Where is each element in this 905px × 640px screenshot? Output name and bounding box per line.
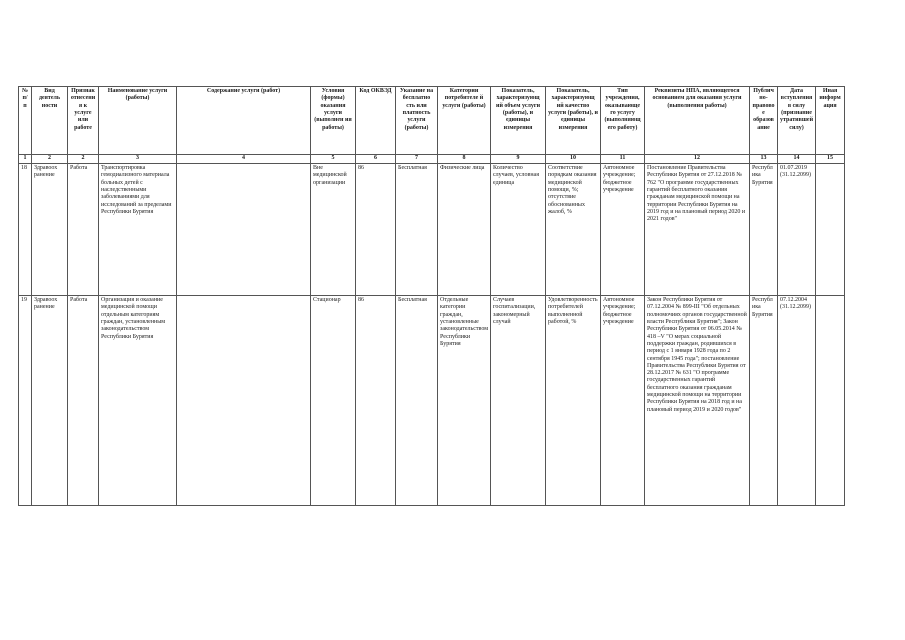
service-conditions-cell: Вне медицинской организации: [311, 164, 356, 296]
column-number: 7: [396, 155, 438, 164]
column-number: 11: [601, 155, 645, 164]
public-entity-cell: Республ ика Бурятия: [750, 296, 778, 506]
header-cell: Публич но-правово е образов ание: [750, 87, 778, 155]
legal-basis-cell: Закон Республики Бурятия от 07.12.2004 № 899-III "Об отдельных полномочиях органов государственной власти Республики Бурятия"; Закон Республики Бурятия от 06.05.2014 № 418 –V "О мерах социальной поддержки граждан, родившихся в период с 1 января 1928 года по 2 сентября 1945 года"; постановление Правительства Республики Бурятия от 28.12.2017 № 631 "О программе государственных гарантий бесплатного оказания гражданам медицинской помощи на территории Республики Бурятия на 2018 год и на плановый период 2019 и 2020 годов": [645, 296, 750, 506]
legal-basis-cell: Постановление Правительства Республики Бурятия от 27.12.2018 № 762 "О программе государственных гарантий бесплатного оказания гражданам медицинской помощи на территории Республики Бурятия на 2019 год и на плановый период 2020 и 2021 годов": [645, 164, 750, 296]
header-cell: Условия (формы) оказания услуги (выполнен ия работы): [311, 87, 356, 155]
column-number: 6: [356, 155, 396, 164]
header-cell: Указание на бесплатно сть или платность услуги (работы): [396, 87, 438, 155]
header-cell: № п/п: [19, 87, 32, 155]
effective-date-cell: 01.07.2019 (31.12.2099): [778, 164, 816, 296]
header-cell: Содержание услуги (работ): [177, 87, 311, 155]
table-row: [19, 296, 845, 506]
row-number-cell: 18: [19, 164, 32, 296]
service-conditions-cell: Стационар: [311, 296, 356, 506]
column-number: 3: [99, 155, 177, 164]
header-cell: Показатель, характеризующ ий объем услуги (работы), и единицы измерения: [491, 87, 546, 155]
institution-type-cell: Автономное учреждение; бюджетное учреждение: [601, 164, 645, 296]
volume-indicator-cell: Случаев госпитализации, закономерный случай: [491, 296, 546, 506]
payment-type-cell: Бесплатная: [396, 164, 438, 296]
service-or-work-cell: Работа: [68, 164, 99, 296]
column-number: 12: [645, 155, 750, 164]
payment-type-cell: Бесплатная: [396, 296, 438, 506]
column-number: 10: [546, 155, 601, 164]
public-entity-cell: Республ ика Бурятия: [750, 164, 778, 296]
column-number: 8: [438, 155, 491, 164]
table-row: [19, 164, 845, 296]
header-cell: Тип учреждения, оказывающе го услугу (выполняющ его работу): [601, 87, 645, 155]
services-register-table: [18, 86, 845, 506]
header-cell: Признак отнесени я к услуге или работе: [68, 87, 99, 155]
column-number: 2: [68, 155, 99, 164]
header-cell: Реквизиты НПА, являющегося основанием для оказания услуги (выполнения работы): [645, 87, 750, 155]
okved-code-cell: 86: [356, 164, 396, 296]
header-cell: Иная информ ация: [816, 87, 845, 155]
column-number-row: [19, 155, 845, 164]
service-content-cell: [177, 164, 311, 296]
column-number: 2: [32, 155, 68, 164]
column-number: 14: [778, 155, 816, 164]
other-info-cell: [816, 296, 845, 506]
effective-date-cell: 07.12.2004 (31.12.2099): [778, 296, 816, 506]
column-number: 13: [750, 155, 778, 164]
service-name-cell: Организация и оказание медицинской помощи отдельным категориям граждан, установленным законодательством Республики Бурятия: [99, 296, 177, 506]
header-cell: Код ОКВЭД: [356, 87, 396, 155]
institution-type-cell: Автономное учреждение; бюджетное учреждение: [601, 296, 645, 506]
quality-indicator-cell: Удовлетворенность потребителей выполненной работой, %: [546, 296, 601, 506]
consumer-category-cell: Физические лица: [438, 164, 491, 296]
column-number: 9: [491, 155, 546, 164]
other-info-cell: [816, 164, 845, 296]
header-cell: Дата вступления в силу (признание утратившей силу): [778, 87, 816, 155]
header-cell: Показатель, характеризующ ий качество услуги (работы), и единицы измерения: [546, 87, 601, 155]
service-content-cell: [177, 296, 311, 506]
volume-indicator-cell: Количество случаев, условная единица: [491, 164, 546, 296]
service-or-work-cell: Работа: [68, 296, 99, 506]
column-number: 4: [177, 155, 311, 164]
okved-code-cell: 86: [356, 296, 396, 506]
activity-type-cell: Здравоох ранение: [32, 296, 68, 506]
activity-type-cell: Здравоох ранение: [32, 164, 68, 296]
header-cell: Наименование услуги (работы): [99, 87, 177, 155]
table-header-row: [19, 87, 845, 155]
header-cell: Вид деятель ности: [32, 87, 68, 155]
header-cell: Категории потребителе й услуги (работы): [438, 87, 491, 155]
column-number: 1: [19, 155, 32, 164]
quality-indicator-cell: Соответствие порядкам оказания медицинской помощи, %; отсутствие обоснованных жалоб, %: [546, 164, 601, 296]
column-number: 5: [311, 155, 356, 164]
consumer-category-cell: Отдельные категории граждан, установленные законодательством Республики Бурятия: [438, 296, 491, 506]
row-number-cell: 19: [19, 296, 32, 506]
column-number: 15: [816, 155, 845, 164]
service-name-cell: Транспортировка гемодиализного материала больных детей с наследственными заболеваниями для исследований за пределами Республики Бурятия: [99, 164, 177, 296]
